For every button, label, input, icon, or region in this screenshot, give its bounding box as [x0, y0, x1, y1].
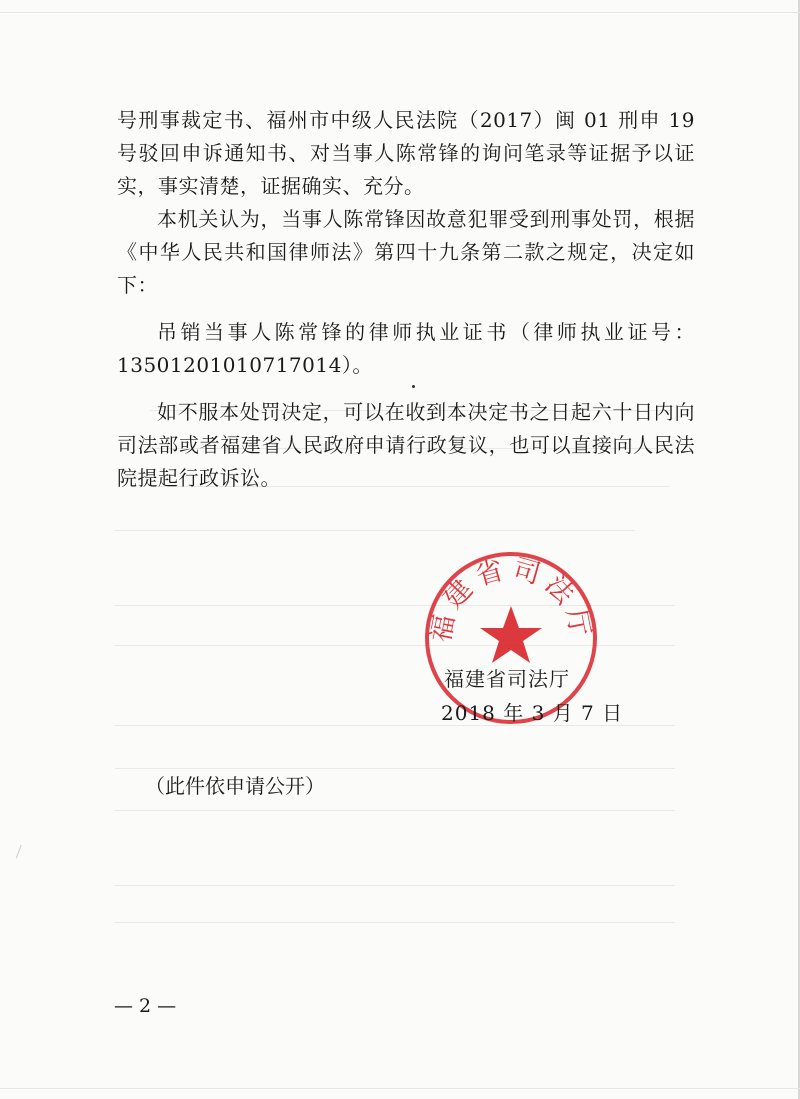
stray-mark [412, 385, 415, 388]
decision-body [117, 104, 695, 495]
evidence-paragraph: 号刑事裁定书、福州市中级人民法院（2017）闽 01 刑申 19 号驳回申诉通知书、对当事人陈常锋的询问笔录等证据予以证实，事实清楚，证据确实、充分。 [117, 108, 695, 198]
seal-text: 福建省司法厅 [425, 553, 597, 645]
top-edge-line [0, 12, 800, 13]
issue-date: 2018 年 3 月 7 日 [441, 701, 624, 725]
margin-mark [16, 845, 29, 861]
appeal-rights-paragraph: 如不服本处罚决定，可以在收到本决定书之日起六十日内向司法部或者福建省人民政府申请行政复议，也可以直接向人民法院提起行政诉讼。 [117, 400, 695, 490]
page-number: — 2 — [114, 995, 177, 1017]
issuing-organization: 福建省司法厅 [444, 667, 570, 691]
seal-star-icon [480, 606, 542, 663]
penalty-paragraph: 吊销当事人陈常锋的律师执业证书（律师执业证号：13501201010717014）。 [117, 320, 695, 377]
ruling-basis-paragraph: 本机关认为，当事人陈常锋因故意犯罪受到刑事处罚，根据《中华人民共和国律师法》第四十九条第二款之规定，决定如下： [117, 207, 695, 297]
disclosure-note: （此件依申请公开） [145, 774, 325, 798]
bottom-edge-line [0, 1088, 800, 1089]
